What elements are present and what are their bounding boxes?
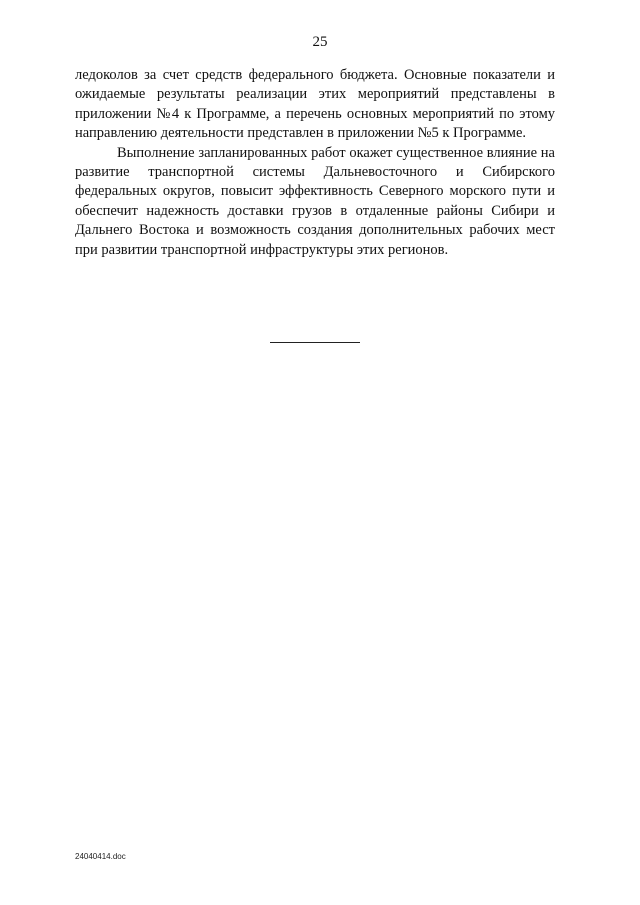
end-separator-line [270, 342, 360, 343]
page-number: 25 [312, 34, 328, 50]
document-body [75, 66, 555, 260]
footer-filename: 24040414.doc [75, 852, 126, 861]
paragraph-conclusion: Выполнение запланированных работ окажет существенное влияние на развитие транспортной системы Дальневосточного и Сибирского федеральных округов, повысит эффективность Северного морского пути и обеспечит надежность доставки грузов в отдаленные районы Сибири и Дальнего Востока и возможность создания дополнительных рабочих мест при развитии транспортной инфраструктуры этих регионов. [75, 144, 555, 258]
paragraph-continuation: ледоколов за счет средств федерального бюджета. Основные показатели и ожидаемые результаты реализации этих мероприятий представлены в приложении №4 к Программе, а перечень основных мероприятий по этому направлению деятельности представлен в приложении №5 к Программе. [75, 67, 555, 142]
